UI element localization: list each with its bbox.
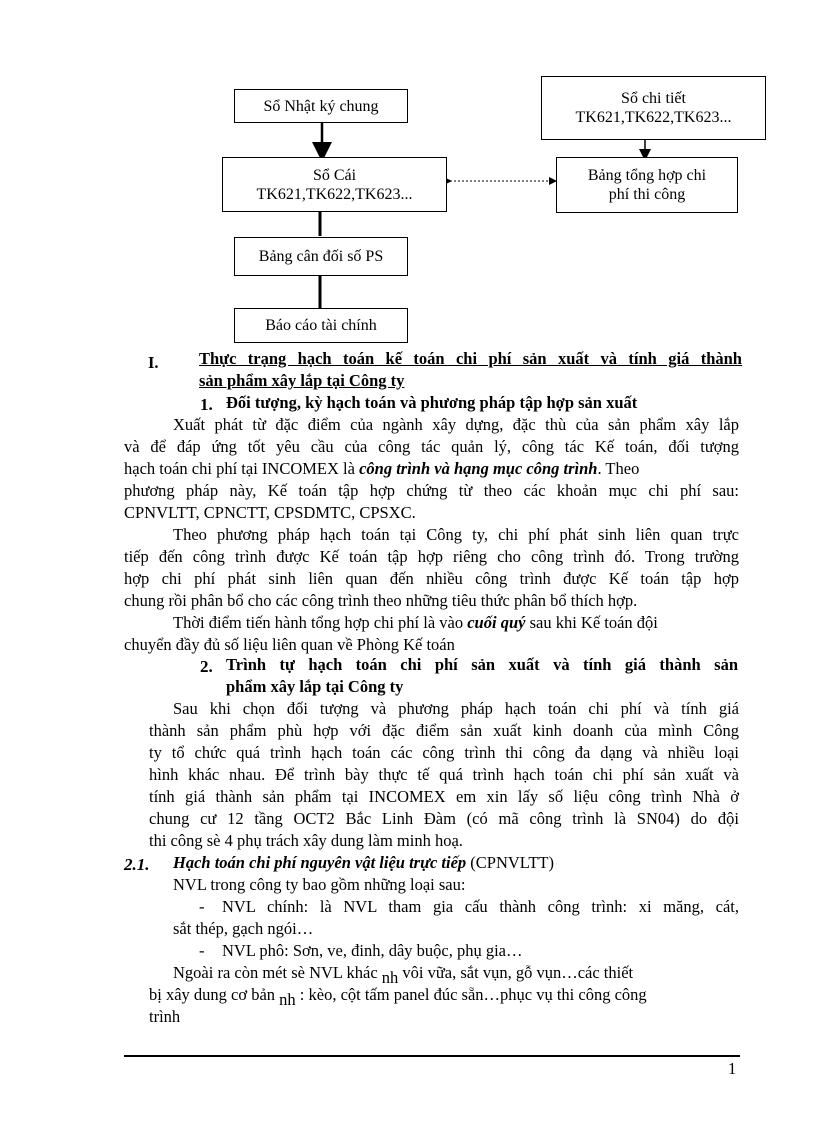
p1-line3: hạch toán chi phí tại INCOMEX là công trình và hạng mục công trình. Theo	[124, 459, 640, 478]
page-number: 1	[728, 1059, 737, 1078]
subsection1-title: Đối tượng, kỳ hạch toán và phương pháp tập hợp sản xuất	[226, 393, 638, 412]
p3-line2: chuyển đầy đủ số liệu liên quan về Phòng Kế toán	[124, 635, 455, 654]
p5-bullet2-line1: NVL phô: Sơn, ve, đinh, dây buộc, phụ gia…	[222, 941, 523, 960]
p4-line2: thành sản phẩm phù hợp với đặc điểm sản xuất kinh doanh của mình Công	[149, 721, 739, 740]
footer-rule	[124, 1055, 740, 1057]
subsection1-number: 1.	[200, 395, 213, 414]
box-bang-tong-hop: Bảng tổng hợp chi phí thi công	[556, 157, 738, 213]
box-bao-cao-tai-chinh: Báo cáo tài chính	[234, 308, 408, 343]
p4-line6: chung cư 12 tầng OCT2 Bắc Linh Đàm (có mã công trình là SN04) do đội	[149, 809, 739, 828]
box-bang-can-doi: Bảng cân đối số PS	[234, 237, 408, 276]
p2-line2: tiếp đến công trình được Kế toán tập hợp riêng cho công trình đó. Trong trường	[124, 547, 739, 566]
box-so-cai: Sổ Cái TK621,TK622,TK623...	[222, 157, 447, 212]
p2-line1: Theo phương pháp hạch toán tại Công ty, chi phí phát sinh liên quan trực	[173, 525, 739, 544]
p5-bullet1-line2: sắt thép, gạch ngói…	[173, 919, 314, 938]
subsection2-title-line1: Trình tự hạch toán chi phí sản xuất và tính giá thành sản	[226, 655, 738, 674]
p1-line4: phương pháp này, Kế toán tập hợp chứng từ theo các khoản mục chi phí sau:	[124, 481, 739, 500]
subsection21-title: Hạch toán chi phí nguyên vật liệu trực tiếp (CPNVLTT)	[173, 853, 555, 872]
p4-line5: tính giá thành sản phẩm tại INCOMEX em xin lấy số liệu công trình Nhà ở	[149, 787, 739, 806]
section-title-line2: sản phẩm xây lắp tại Công ty	[199, 371, 405, 390]
p5-bullet1-line1: NVL chính: là NVL tham gia cấu thành công trình: xi măng, cát,	[222, 897, 739, 916]
p5-line7: bị xây dung cơ bản nh : kèo, cột tấm panel đúc sẵn…phục vụ thi công công	[149, 985, 647, 1009]
p5-line6: Ngoài ra còn mét sè NVL khác nh vôi vữa, sắt vụn, gỗ vụn…các thiết	[173, 963, 634, 987]
p2-line4: chung rồi phân bổ cho các công trình theo những tiêu thức phân bổ thích hợp.	[124, 591, 638, 610]
p1-line5: CPNVLTT, CPNCTT, CPSDMTC, CPSXC.	[124, 503, 416, 522]
p4-line3: ty tổ chức quá trình hạch toán các công trình thi công đa dạng và nhiều loại	[149, 743, 739, 762]
section-title-line1: Thực trạng hạch toán kế toán chi phí sản xuất và tính giá thành	[199, 349, 742, 368]
p1-line1: Xuất phát từ đặc điểm của ngành xây dựng, đặc thù của sản phẩm xây lắp	[173, 415, 739, 434]
p5-bullet1-dash: -	[199, 897, 205, 916]
p4-line4: hình khác nhau. Để trình bày thực tế quá trình hạch toán chi phí sản xuất và	[149, 765, 739, 784]
p3-line1: Thời điểm tiến hành tổng hợp chi phí là vào cuối quý sau khi Kế toán đội	[173, 613, 658, 632]
subsection21-number: 2.1.	[124, 855, 150, 874]
box-so-chi-tiet: Sổ chi tiết TK621,TK622,TK623...	[541, 76, 766, 140]
p4-line1: Sau khi chọn đối tượng và phương pháp hạch toán chi phí và tính giá	[173, 699, 739, 718]
p2-line3: hợp chi phí phát sinh liên quan đến nhiều công trình được Kế toán tập hợp	[124, 569, 739, 588]
subsection2-title-line2: phẩm xây lắp tại Công ty	[226, 677, 404, 696]
p5-bullet2-dash: -	[199, 941, 205, 960]
p1-line2: và để đáp ứng tốt yêu cầu của công tác quản lý, công tác Kế toán, đối tượng	[124, 437, 739, 456]
p5-line1: NVL trong công ty bao gồm những loại sau:	[173, 875, 466, 894]
section-number: I.	[148, 353, 159, 372]
p5-line8: trình	[149, 1007, 181, 1026]
subsection2-number: 2.	[200, 657, 213, 676]
box-so-nhat-ky-chung: Sổ Nhật ký chung	[234, 89, 408, 123]
p4-line7: thi công sè 4 phụ trách xây dung làm minh hoạ.	[149, 831, 463, 850]
